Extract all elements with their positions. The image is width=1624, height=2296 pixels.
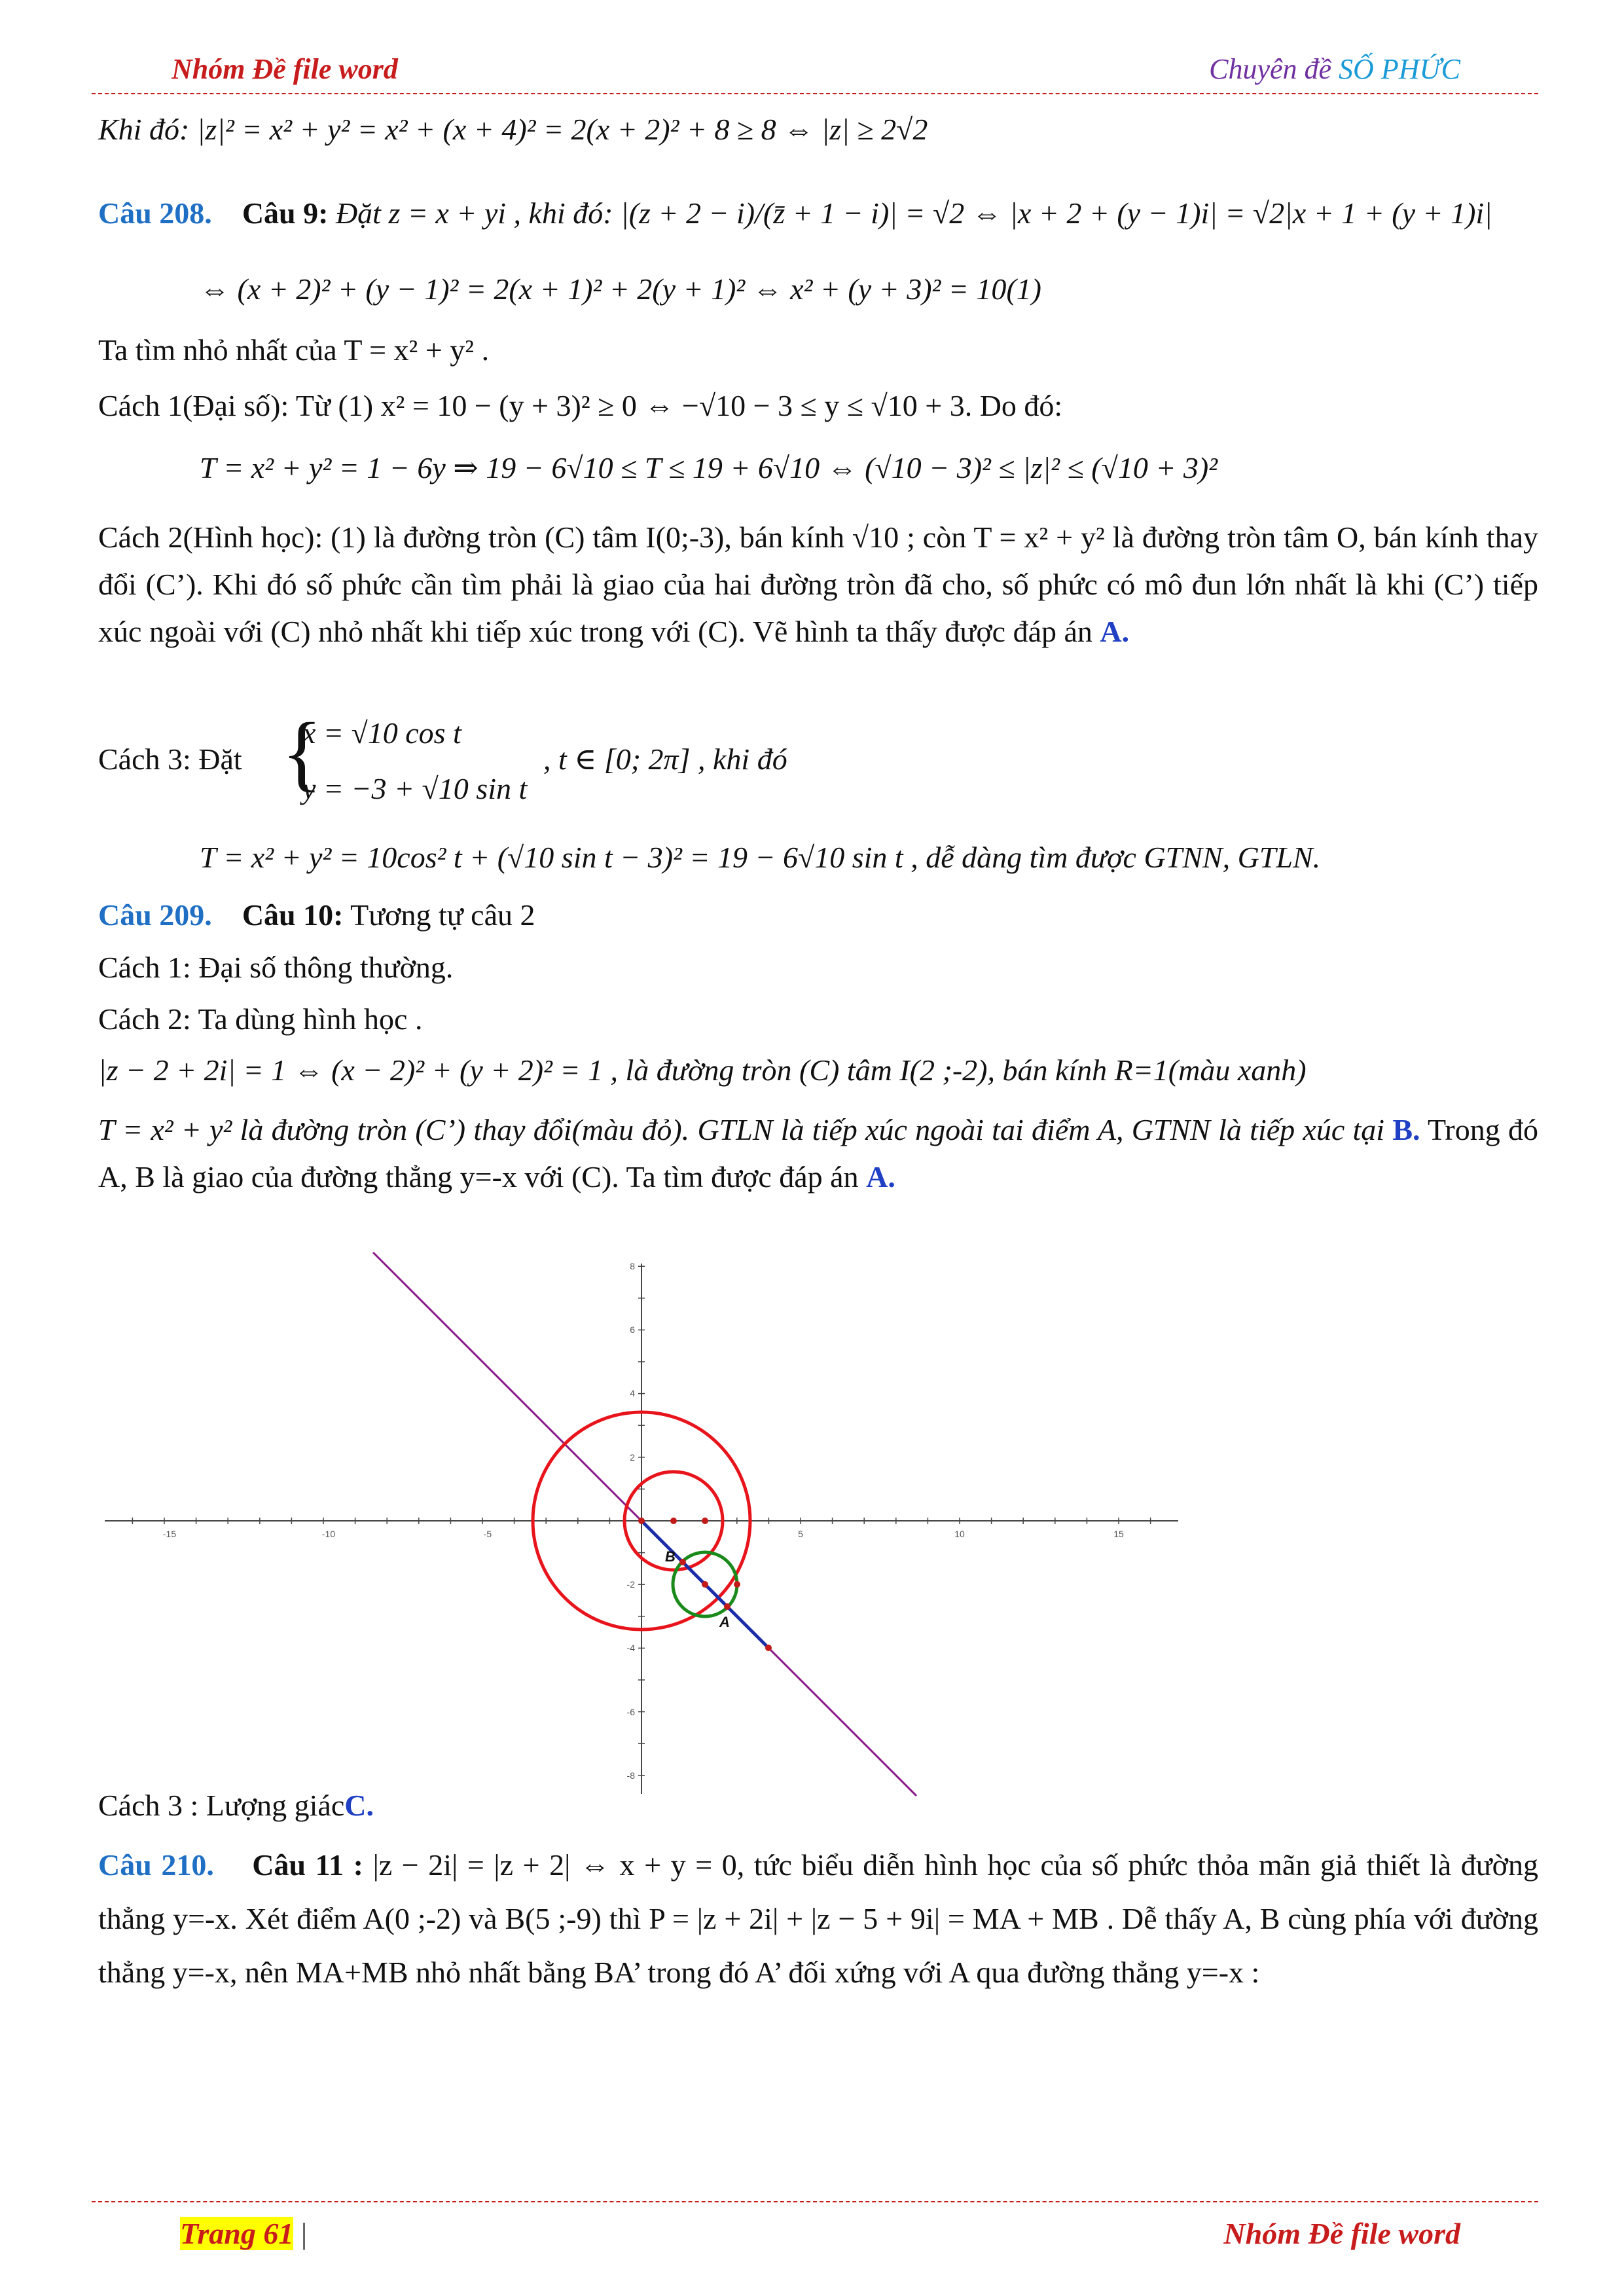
x-tick-label: -15 <box>162 1529 177 1539</box>
point-b <box>679 1559 686 1565</box>
cach3-x: x = √10 cos t <box>302 716 461 750</box>
point-a <box>724 1603 731 1610</box>
point-origin <box>638 1518 645 1524</box>
q209-cach1: Cách 1: Đại số thông thường. <box>98 951 454 984</box>
line-cach1: Cách 1(Đại số): Từ (1) x² = 10 − (y + 3)² ≥ 0 ⇔ −√10 − 3 ≤ y ≤ √10 + 3. Do đó: <box>98 389 1063 422</box>
point <box>734 1581 740 1588</box>
line-equivalence: ⇔ (x + 2)² + (y − 1)² = 2(x + 1)² + 2(y + 1)² ⇔ x² + (y + 3)² = 10(1) <box>200 272 1041 306</box>
y-tick-label: -8 <box>626 1770 635 1781</box>
q209-equation: |z − 2 + 2i| = 1 ⇔ (x − 2)² + (y + 2)² = 1 , là đường tròn (C) tâm I(2 ;-2), bán kính R=1(màu xanh) <box>98 1053 1307 1087</box>
point <box>765 1645 772 1651</box>
x-tick-label: 15 <box>1113 1529 1124 1539</box>
question-208-sub: Câu 9: <box>242 196 329 230</box>
question-208-number: Câu 208. <box>98 196 212 230</box>
q209-cach2: Cách 2: Ta dùng hình học . <box>98 1002 423 1036</box>
q209-cach3-answer: C. <box>344 1789 374 1822</box>
label-a: A <box>719 1614 730 1630</box>
point <box>702 1518 708 1524</box>
header-topic-prefix: Chuyên đề <box>1209 53 1339 85</box>
line-cach1-bounds: T = x² + y² = 1 − 6y ⇒ 19 − 6√10 ≤ T ≤ 19 + 6√10 ⇔ (√10 − 3)² ≤ |z|² ≤ (√10 + 3)² <box>200 451 1218 484</box>
point <box>670 1518 677 1524</box>
line-find-min: Ta tìm nhỏ nhất của T = x² + y² . <box>98 333 490 367</box>
q209-b: B. <box>1392 1113 1420 1146</box>
paragraph-q209 <box>98 1106 1538 1201</box>
header-topic <box>1209 52 1460 86</box>
x-tick-label: -5 <box>483 1529 492 1539</box>
header-group-name: Nhóm Đề file word <box>171 53 398 85</box>
cach3-tail: , t ∈ [0; 2π] , khi đó <box>543 742 787 776</box>
x-tick-label: 10 <box>954 1529 965 1539</box>
footer-rule <box>92 2201 1538 2202</box>
y-tick-label: -4 <box>626 1643 635 1653</box>
y-tick-label: 4 <box>630 1388 635 1398</box>
graph-figure <box>98 1241 1198 1804</box>
y-tick-label: 8 <box>630 1261 635 1271</box>
cach3-label: Cách 3: Đặt <box>98 742 242 776</box>
question-210-number: Câu 210. <box>98 1848 214 1882</box>
line-khi-do: Khi đó: |z|² = x² + y² = x² + (x + 4)² = 2(x + 2)² + 8 ≥ 8 ⇔ |z| ≥ 2√2 <box>98 113 928 146</box>
cach2-text: Cách 2(Hình học): (1) là đường tròn (C) tâm I(0;-3), bán kính √10 ; còn T = x² + y² là đường tròn tâm O, bán kính thay đổi (C’). Khi đó số phức cần tìm phải là giao của hai đường tròn đã cho, số phức có mô đun lớn nhất là khi (C’) tiếp xúc ngoài với (C) nhỏ nhất khi tiếp xúc trong với (C). Vẽ hình ta thấy được đáp án <box>98 520 1538 648</box>
cach3-T: T = x² + y² = 10cos² t + (√10 sin t − 3)² = 19 − 6√10 sin t , dễ dàng tìm được GTNN, GTLN. <box>200 841 1321 874</box>
system-brace: { <box>281 706 323 800</box>
question-209-number: Câu 209. <box>98 898 212 932</box>
footer-page <box>180 2216 307 2251</box>
question-210-text: |z − 2i| = |z + 2| ⇔ x + y = 0, tức biểu diễn hình học của số phức thỏa mãn giả thiết là đường thẳng y=-x. Xét điểm A(0 ;-2) và B(5 ;-9) thì P = |z + 2i| + |z − 5 + 9i| = MA + MB . Dễ thấy A, B cùng phía với đường thẳng y=-x, nên MA+MB nhỏ nhất bằng BA’ trong đó A’ đối xứng với A qua đường thẳng y=-x : <box>98 1848 1538 1989</box>
header-topic-accent: SỐ PHỨC <box>1339 53 1460 85</box>
y-tick-label: 6 <box>630 1324 635 1335</box>
q209-p1: T = x² + y² là đường tròn (C’) thay đổi(màu đỏ). GTLN là tiếp xúc ngoài tai điểm A, GTNN là tiếp xúc tại <box>98 1113 1385 1146</box>
label-b: B <box>665 1548 676 1565</box>
x-tick-label: 5 <box>798 1529 803 1539</box>
cach2-answer: A. <box>1100 615 1130 648</box>
page-number: Trang 61 <box>180 2217 294 2250</box>
footer-group-name: Nhóm Đề file word <box>1223 2217 1460 2250</box>
y-tick-label: 2 <box>630 1452 635 1463</box>
point-center-i <box>702 1581 708 1588</box>
footer-separator: | <box>300 2217 308 2250</box>
question-209-text: Tương tự câu 2 <box>343 898 535 932</box>
paragraph-cach2 <box>98 514 1538 655</box>
q209-p1-rest: Trong đó A, B là giao của đường thẳng y=-x với (C). Ta tìm được đáp án <box>98 1113 1539 1194</box>
question-208-text: Đặt z = x + yi , khi đó: |(z + 2 − i)/(z̄ + 1 − i)| = √2 ⇔ |x + 2 + (y − 1)i| = √2|x + 1 + (y + 1)i| <box>328 196 1492 230</box>
q209-cach3-text: Cách 3 : Lượng giác <box>98 1789 345 1822</box>
q209-cach3 <box>98 1786 374 1825</box>
question-209-sub: Câu 10: <box>242 898 344 932</box>
header-rule <box>92 93 1538 94</box>
cach3-y: y = −3 + √10 sin t <box>302 772 528 805</box>
question-209 <box>98 896 535 935</box>
x-tick-label: -10 <box>321 1529 336 1539</box>
q209-answer: A. <box>866 1160 895 1194</box>
question-210 <box>98 1838 1538 1999</box>
y-tick-label: -2 <box>626 1579 635 1590</box>
question-208 <box>98 194 1492 233</box>
question-210-sub: Câu 11 : <box>252 1848 363 1882</box>
y-tick-label: -6 <box>626 1707 635 1717</box>
